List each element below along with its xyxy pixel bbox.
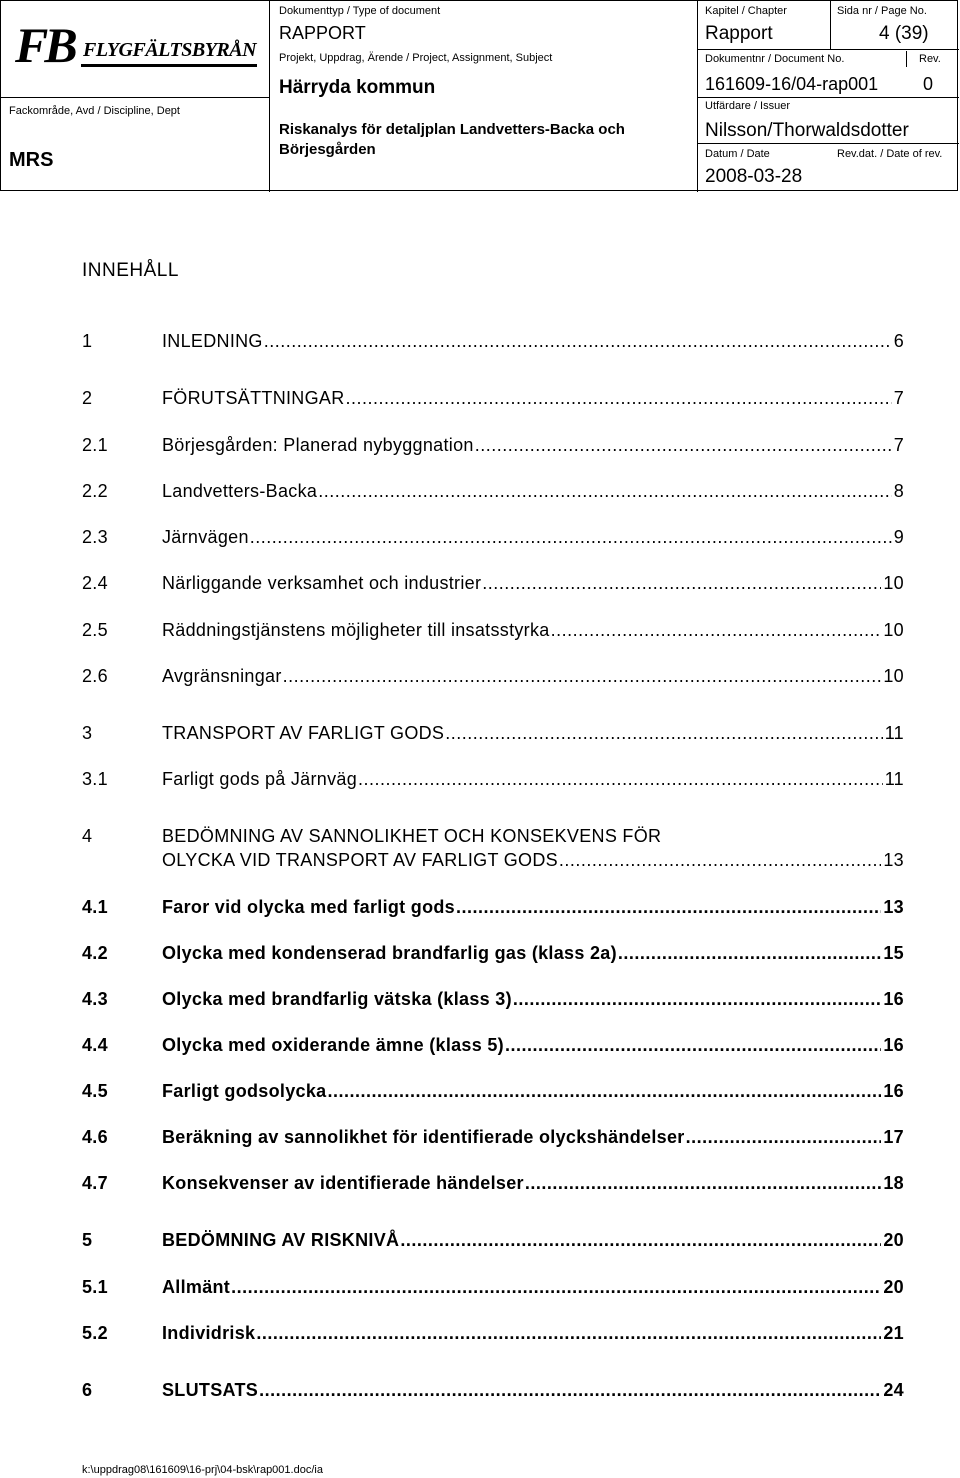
toc-leader-dots <box>318 479 892 503</box>
date-label: Datum / Date <box>705 148 770 160</box>
toc-number: 4.1 <box>82 897 108 917</box>
toc-text: SLUTSATS <box>162 1380 259 1400</box>
toc-number: 4.5 <box>82 1081 108 1101</box>
toc-entry[interactable] <box>82 941 904 965</box>
toc-page: 15 <box>883 943 904 963</box>
toc-number: 2.2 <box>82 481 108 501</box>
toc-number: 4.6 <box>82 1127 108 1147</box>
header-divider <box>697 97 959 98</box>
toc-number: 2.4 <box>82 573 108 593</box>
toc-number: 4.4 <box>82 1035 108 1055</box>
toc-page: 16 <box>883 989 904 1009</box>
toc-number: 2 <box>82 388 93 408</box>
toc-entry[interactable] <box>82 329 904 353</box>
toc-number: 2.3 <box>82 527 108 547</box>
toc-leader-dots <box>346 386 892 410</box>
toc-leader-dots <box>482 571 881 595</box>
toc-page: 7 <box>893 388 904 408</box>
toc-page: 8 <box>893 481 904 501</box>
logo-company-name: FLYGFÄLTSBYRÅN <box>83 39 257 61</box>
toc-entry[interactable] <box>82 1033 904 1057</box>
toc-page: 20 <box>883 1277 904 1297</box>
project-subject: Riskanalys för detaljplan Landvetters-Backa och Börjesgården <box>279 121 625 158</box>
toc-leader-dots <box>513 987 882 1011</box>
toc-page: 10 <box>883 620 904 640</box>
toc-text: Individrisk <box>162 1323 256 1343</box>
toc-number: 4 <box>82 826 93 846</box>
toc-number: 4.3 <box>82 989 108 1009</box>
toc-page: 21 <box>883 1323 904 1343</box>
toc-leader-dots <box>505 1033 881 1057</box>
toc-text: Olycka med kondenserad brandfarlig gas (klass 2a) <box>162 943 617 963</box>
toc-leader-dots <box>250 525 892 549</box>
toc-number: 5.2 <box>82 1323 108 1343</box>
toc-entry[interactable] <box>82 386 904 410</box>
toc-number: 1 <box>82 331 93 351</box>
toc-page: 24 <box>883 1380 904 1400</box>
toc-page: 18 <box>883 1173 904 1193</box>
toc-text: Närliggande verksamhet och industrier <box>162 573 482 593</box>
toc-leader-dots <box>400 1228 881 1252</box>
toc-number: 3 <box>82 723 93 743</box>
toc-entry[interactable] <box>82 664 904 688</box>
toc-entry[interactable] <box>82 987 904 1011</box>
toc-number: 2.5 <box>82 620 108 640</box>
logo-underline <box>81 64 257 67</box>
toc-number: 4.2 <box>82 943 108 963</box>
chapter-label: Kapitel / Chapter <box>705 5 787 17</box>
toc-leader-dots <box>551 618 882 642</box>
toc-page: 10 <box>883 573 904 593</box>
toc-page: 13 <box>883 897 904 917</box>
toc-entry[interactable] <box>82 1378 904 1402</box>
toc-leader-dots <box>618 941 882 965</box>
toc-number: 4.7 <box>82 1173 108 1193</box>
toc-text: INLEDNING <box>162 331 263 351</box>
docno-label: Dokumentnr / Document No. <box>705 53 845 65</box>
chapter-value: Rapport <box>705 23 773 44</box>
toc-text: Farligt gods på Järnväg <box>162 769 358 789</box>
toc-entry[interactable] <box>82 721 904 745</box>
toc-text: TRANSPORT AV FARLIGT GODS <box>162 723 445 743</box>
toc-page: 6 <box>893 331 904 351</box>
header-divider <box>906 51 907 67</box>
toc-page: 7 <box>893 435 904 455</box>
toc-text-continued: OLYCKA VID TRANSPORT AV FARLIGT GODS <box>162 850 558 870</box>
toc-page: 11 <box>884 769 904 789</box>
date-value: 2008-03-28 <box>705 166 803 187</box>
toc-title: INNEHÅLL <box>82 260 179 281</box>
toc-text: Beräkning av sannolikhet för identifierade olyckshändelser <box>162 1127 685 1147</box>
toc-text: Räddningstjänstens möjligheter till insatsstyrka <box>162 620 550 640</box>
toc-number: 2.1 <box>82 435 108 455</box>
company-logo <box>15 19 259 77</box>
header-divider <box>697 49 959 50</box>
toc-leader-dots <box>475 433 892 457</box>
toc-entry[interactable] <box>82 1321 904 1345</box>
page-label: Sida nr / Page No. <box>837 5 927 17</box>
toc-page: 16 <box>883 1035 904 1055</box>
toc-text: Avgränsningar <box>162 666 282 686</box>
toc-leader-dots <box>259 1378 881 1402</box>
toc-text: Olycka med oxiderande ämne (klass 5) <box>162 1035 504 1055</box>
toc-entry[interactable] <box>82 767 904 791</box>
toc-entry[interactable] <box>82 1275 904 1299</box>
toc-entry[interactable] <box>82 1079 904 1103</box>
toc-leader-dots <box>327 1079 881 1103</box>
toc-page: 11 <box>884 723 904 743</box>
rev-label: Rev. <box>919 53 941 65</box>
toc-page: 9 <box>893 527 904 547</box>
discipline-label: Fackområde, Avd / Discipline, Dept <box>9 105 180 117</box>
toc-number: 5.1 <box>82 1277 108 1297</box>
discipline-value: MRS <box>9 149 54 171</box>
toc-leader-dots <box>445 721 882 745</box>
issuer-value: Nilsson/Thorwaldsdotter <box>705 120 909 141</box>
toc-entry[interactable] <box>82 1125 904 1149</box>
toc-text: Konsekvenser av identifierade händelser <box>162 1173 524 1193</box>
toc-number: 6 <box>82 1380 93 1400</box>
toc-leader-dots <box>264 329 892 353</box>
toc-page: 16 <box>883 1081 904 1101</box>
issuer-label: Utfärdare / Issuer <box>705 100 790 112</box>
rev-value: 0 <box>923 74 934 94</box>
project-label: Projekt, Uppdrag, Ärende / Project, Assignment, Subject <box>279 52 553 64</box>
toc-leader-dots <box>456 895 881 919</box>
toc-entry[interactable] <box>82 433 904 457</box>
toc-leader-dots <box>559 848 881 872</box>
toc-text: Börjesgården: Planerad nybyggnation <box>162 435 474 455</box>
document-header <box>0 0 958 191</box>
project-client: Härryda kommun <box>279 77 436 98</box>
toc-leader-dots <box>686 1125 882 1149</box>
toc-text: BEDÖMNING AV SANNOLIKHET OCH KONSEKVENS FÖR <box>162 826 662 846</box>
header-divider <box>830 1 831 49</box>
doctype-value: RAPPORT <box>279 23 366 43</box>
revdate-label: Rev.dat. / Date of rev. <box>837 148 943 160</box>
toc-entry[interactable] <box>82 618 904 642</box>
logo-mark: FB <box>15 17 74 73</box>
toc-text: Faror vid olycka med farligt gods <box>162 897 455 917</box>
toc-page: 13 <box>883 850 904 870</box>
toc-number: 2.6 <box>82 666 108 686</box>
toc-leader-dots <box>231 1275 881 1299</box>
toc-number: 3.1 <box>82 769 108 789</box>
toc-text: Landvetters-Backa <box>162 481 318 501</box>
toc-entry[interactable] <box>82 1228 904 1252</box>
toc-page: 17 <box>883 1127 904 1147</box>
docno-value: 161609-16/04-rap001 <box>705 74 879 94</box>
toc-page: 10 <box>883 666 904 686</box>
toc-leader-dots <box>283 664 882 688</box>
toc-leader-dots <box>525 1171 882 1195</box>
header-divider <box>269 1 270 192</box>
toc-entry[interactable] <box>82 525 904 549</box>
toc-entry[interactable] <box>82 571 904 595</box>
toc-text: Allmänt <box>162 1277 231 1297</box>
header-divider <box>697 143 959 144</box>
toc-text: BEDÖMNING AV RISKNIVÅ <box>162 1230 400 1250</box>
toc-leader-dots <box>256 1321 881 1345</box>
toc-entry[interactable] <box>82 1171 904 1195</box>
toc-text: Olycka med brandfarlig vätska (klass 3) <box>162 989 512 1009</box>
toc-entry[interactable] <box>82 895 904 919</box>
toc-text: Järnvägen <box>162 527 249 547</box>
toc-number: 5 <box>82 1230 93 1250</box>
doctype-label: Dokumenttyp / Type of document <box>279 5 441 17</box>
page-value: 4 (39) <box>879 23 929 44</box>
toc-entry[interactable] <box>82 479 904 503</box>
header-divider <box>1 97 269 98</box>
toc-entry[interactable] <box>82 824 904 874</box>
toc-text: Farligt godsolycka <box>162 1081 327 1101</box>
toc-text: FÖRUTSÄTTNINGAR <box>162 388 345 408</box>
toc-page: 20 <box>883 1230 904 1250</box>
footer-file-path: k:\uppdrag08\161609\16-prj\04-bsk\rap001.doc/ia <box>82 1464 323 1476</box>
toc-leader-dots <box>358 767 883 791</box>
